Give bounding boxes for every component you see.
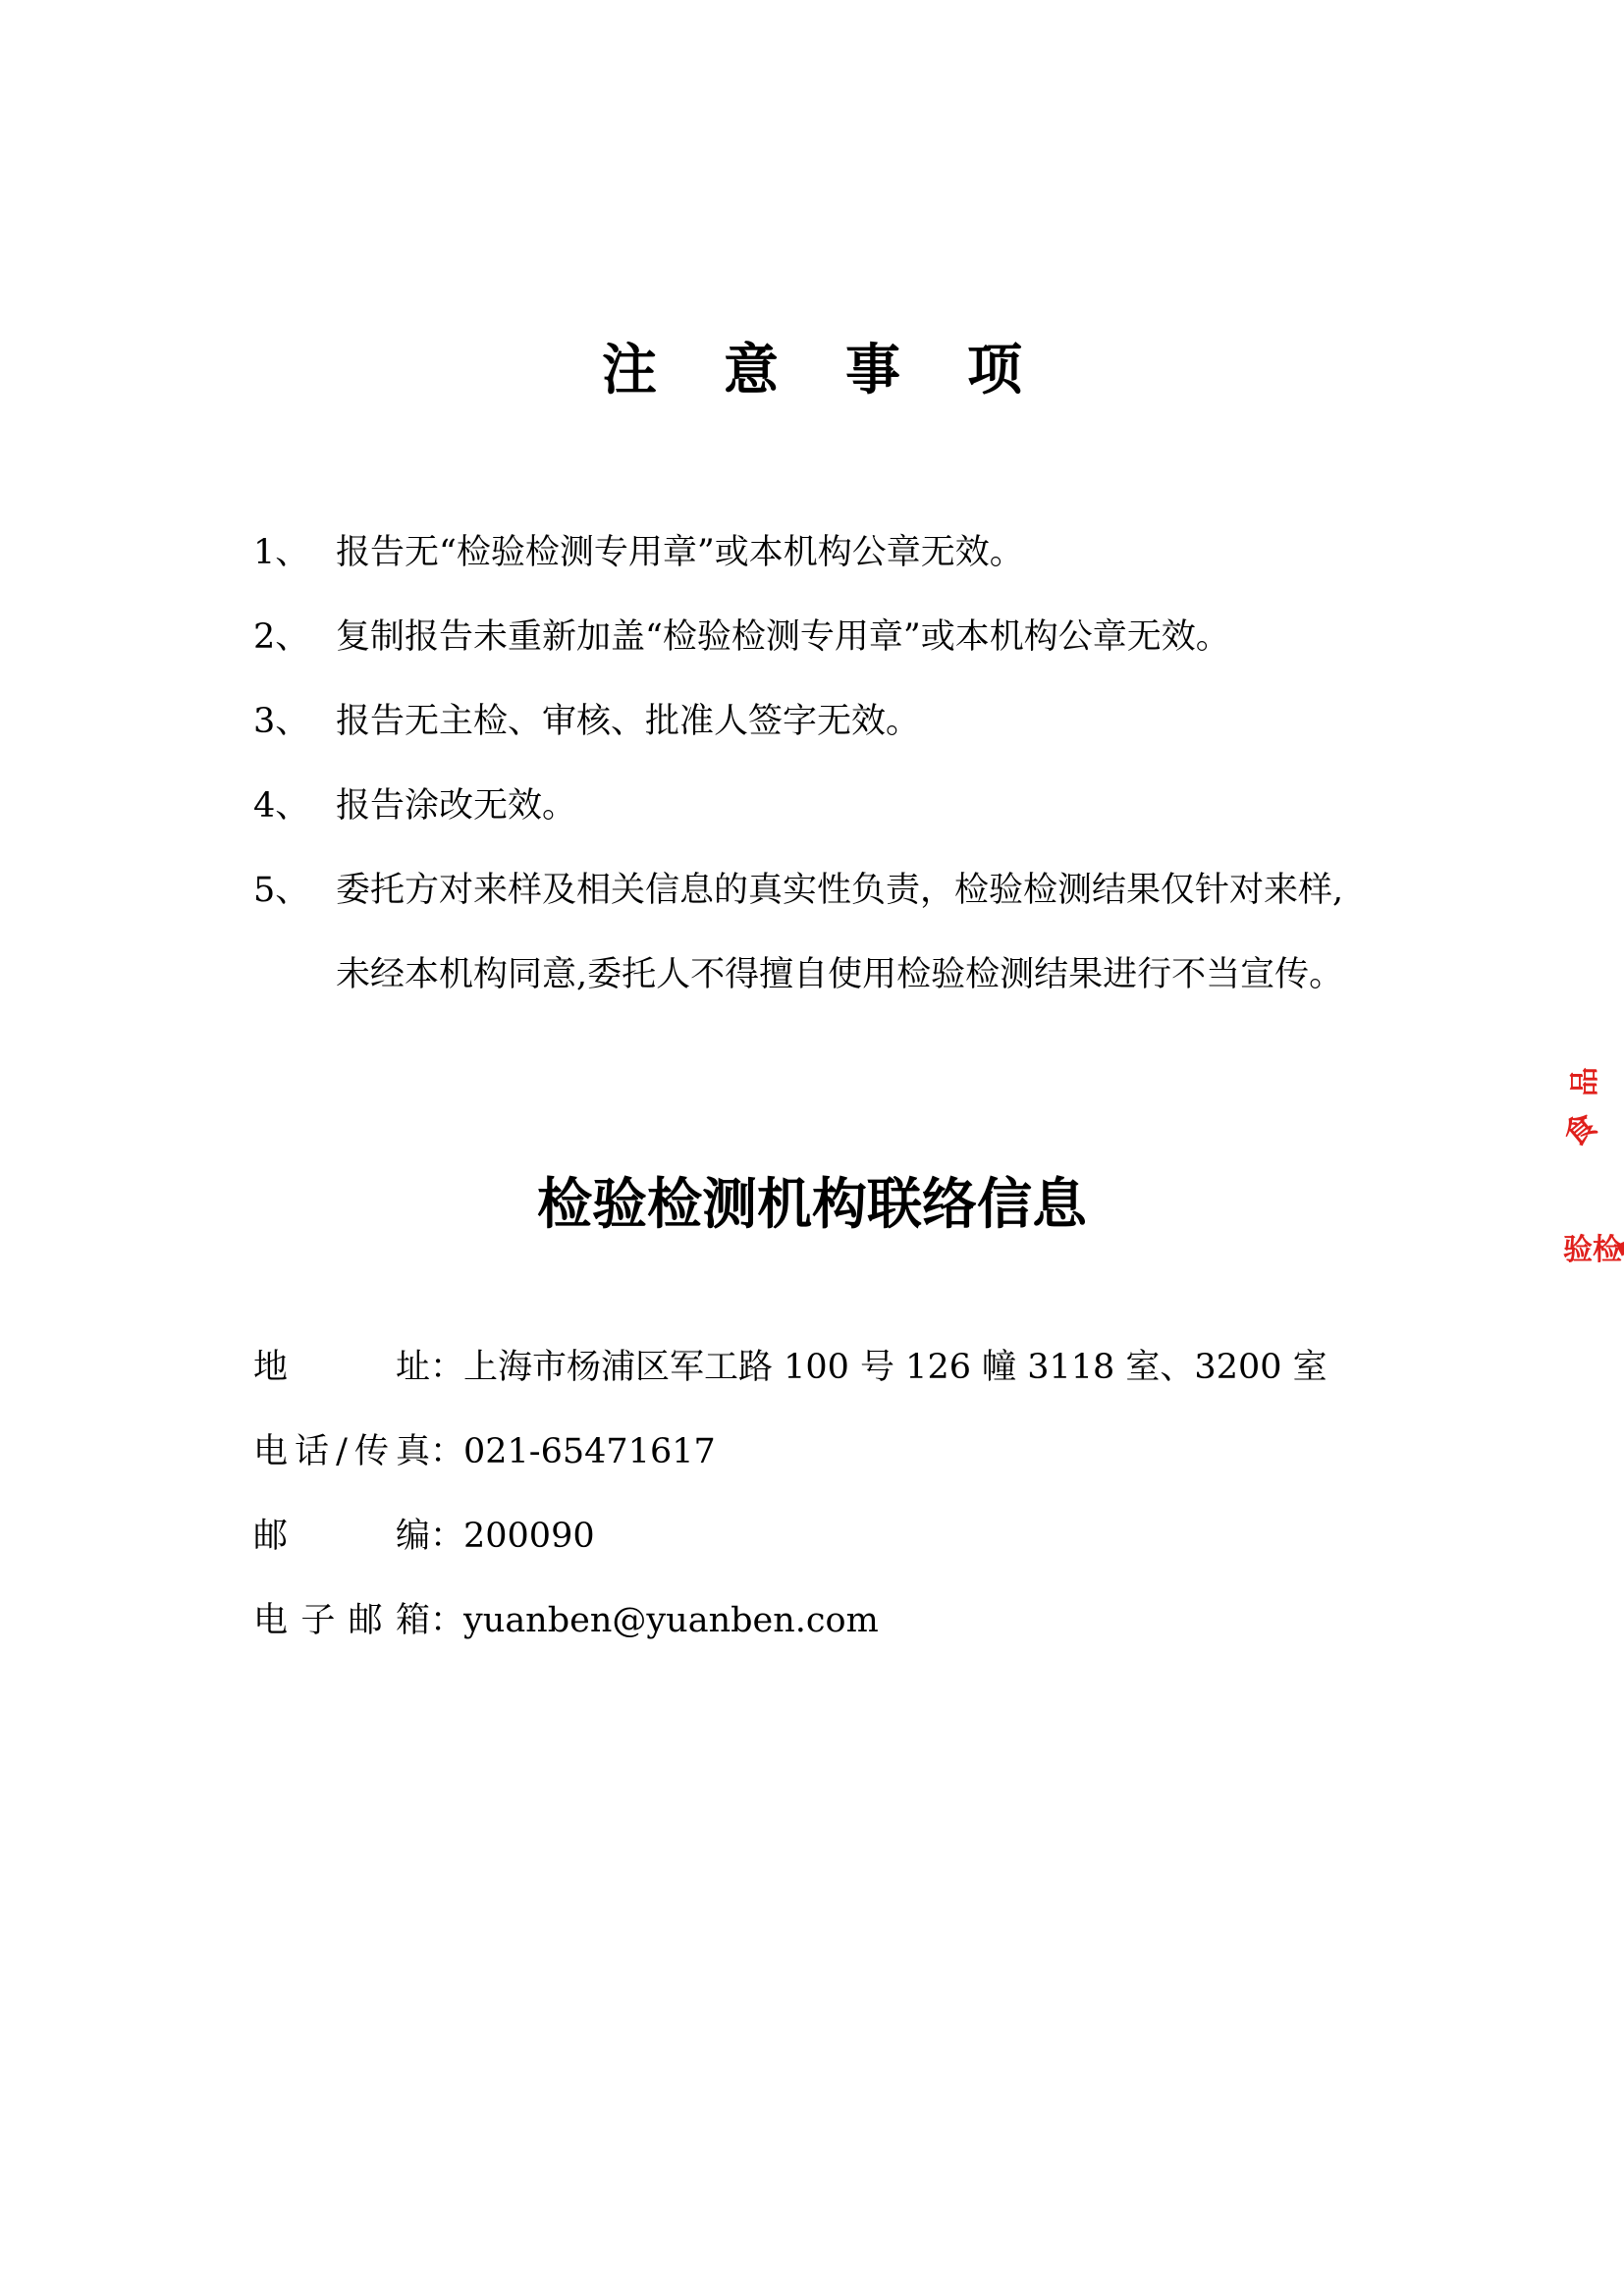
contact-title: 检验检测机构联络信息 — [537, 1173, 1087, 1237]
notice-list — [253, 510, 1481, 1017]
notice-number: 5、 — [253, 871, 310, 910]
notice-title: 注意事项 — [602, 339, 1089, 402]
notice-text: 报告无“检验检测专用章”或本机构公章无效。 — [336, 533, 1024, 572]
notice-number: 3、 — [253, 702, 310, 741]
notice-number: 4、 — [253, 786, 310, 826]
official-seal — [1555, 1036, 1624, 1330]
contact-list — [253, 1325, 1432, 1663]
contact-postcode — [253, 1494, 1432, 1578]
contact-email — [253, 1578, 1432, 1663]
contact-phone — [253, 1410, 1432, 1494]
contact-label: 电话/传真 — [253, 1432, 430, 1471]
notice-number: 1、 — [253, 533, 310, 572]
postcode-value: 200090 — [463, 1517, 595, 1556]
contact-colon: ： — [430, 1517, 465, 1556]
notice-number: 2、 — [253, 617, 310, 657]
notice-text: 报告涂改无效。 — [336, 786, 577, 826]
contact-label: 电子邮箱 — [253, 1601, 430, 1640]
contact-colon: ： — [430, 1601, 465, 1640]
seal-text-bottom: 验检 — [1563, 1233, 1622, 1267]
seal-text-top: 品 — [1568, 1067, 1602, 1096]
email-value: yuanben@yuanben.com — [463, 1601, 879, 1640]
notice-text: 复制报告未重新加盖“检验检测专用章”或本机构公章无效。 — [336, 617, 1230, 657]
contact-label: 地址 — [253, 1348, 430, 1387]
notice-item-2 — [253, 595, 1481, 679]
notice-item-5 — [253, 848, 1481, 1017]
contact-address — [253, 1325, 1432, 1410]
contact-colon: ： — [430, 1432, 465, 1471]
phone-value: 021-65471617 — [463, 1432, 716, 1471]
notice-item-1 — [253, 510, 1481, 595]
notice-item-4 — [253, 764, 1481, 848]
seal-text-mid: 食 — [1555, 1105, 1604, 1155]
seal-ring — [1609, 1055, 1624, 1310]
contact-label: 邮编 — [253, 1517, 430, 1556]
contact-colon: ： — [430, 1348, 465, 1387]
notice-text: 委托方对来样及相关信息的真实性负责，检验检测结果仅针对来样, 未经本机构同意,委托人不得擅自使用检验检测结果进行不当宣传。 — [336, 871, 1344, 994]
notice-text: 报告无主检、审核、批准人签字无效。 — [336, 702, 921, 741]
notice-item-3 — [253, 679, 1481, 764]
address-value: 上海市杨浦区军工路 100 号 126 幢 3118 室、3200 室 — [463, 1348, 1327, 1387]
